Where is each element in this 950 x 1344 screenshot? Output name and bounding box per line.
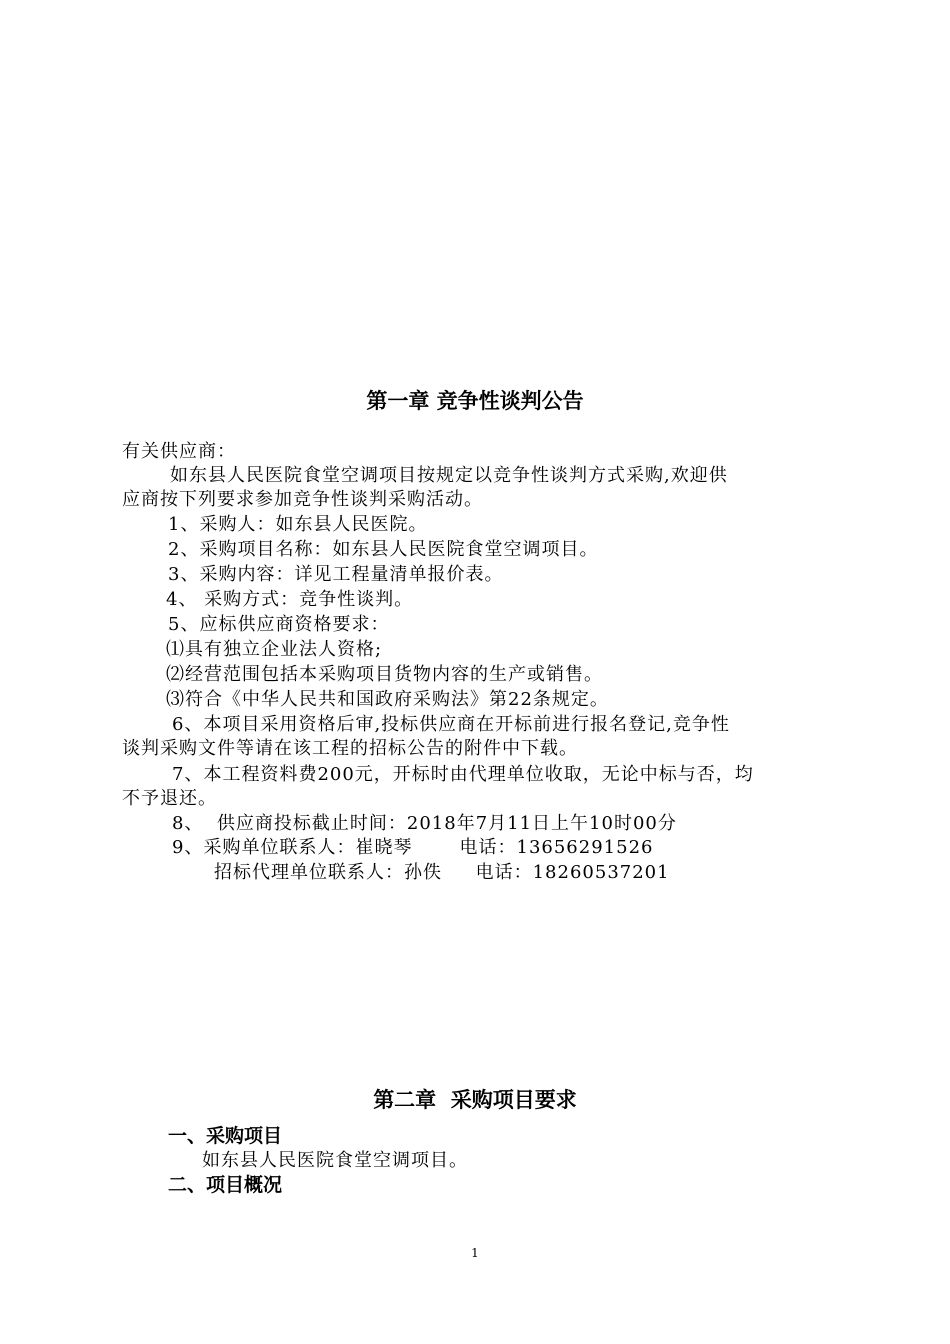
item-8: 8、 供应商投标截止时间：2018年7月11日上午10时00分 (172, 813, 677, 834)
requirement-3: ⑶符合《中华人民共和国政府采购法》第22条规定。 (166, 689, 609, 710)
item-4: 4、 采购方式：竞争性谈判。 (166, 589, 414, 610)
requirement-1: ⑴具有独立企业法人资格; (166, 639, 383, 660)
item-9-line-2: 招标代理单位联系人：孙佚 电话：18260537201 (214, 862, 670, 883)
item-9-line-1: 9、采购单位联系人：崔晓琴 电话：13656291526 (172, 837, 654, 858)
chapter1-title: 第一章 竞争性谈判公告 (366, 389, 584, 413)
chapter2-title: 第二章 采购项目要求 (373, 1088, 577, 1112)
intro-line-2: 应商按下列要求参加竞争性谈判采购活动。 (122, 489, 483, 510)
item-7-line-2: 不予退还。 (122, 788, 217, 809)
item-5: 5、应标供应商资格要求： (168, 614, 390, 635)
item-2: 2、采购项目名称：如东县人民医院食堂空调项目。 (168, 539, 599, 560)
item-6-line-2: 谈判采购文件等请在该工程的招标公告的附件中下载。 (122, 738, 578, 759)
item-3: 3、采购内容：详见工程量清单报价表。 (168, 564, 504, 585)
requirement-2: ⑵经营范围包括本采购项目货物内容的生产或销售。 (166, 664, 603, 685)
intro-line-1: 如东县人民医院食堂空调项目按规定以竞争性谈判方式采购,欢迎供 (170, 465, 728, 486)
item-6-line-1: 6、本项目采用资格后审,投标供应商在开标前进行报名登记,竞争性 (172, 714, 730, 735)
section-1-text: 如东县人民医院食堂空调项目。 (202, 1150, 468, 1171)
section-2-heading: 二、项目概况 (168, 1174, 283, 1196)
salutation: 有关供应商： (122, 441, 236, 462)
section-1-heading: 一、采购项目 (168, 1125, 283, 1147)
item-7-line-1: 7、本工程资料费200元，开标时由代理单位收取，无论中标与否，均 (172, 764, 754, 785)
page-number: 1 (471, 1246, 479, 1260)
item-1: 1、采购人：如东县人民医院。 (168, 514, 428, 535)
